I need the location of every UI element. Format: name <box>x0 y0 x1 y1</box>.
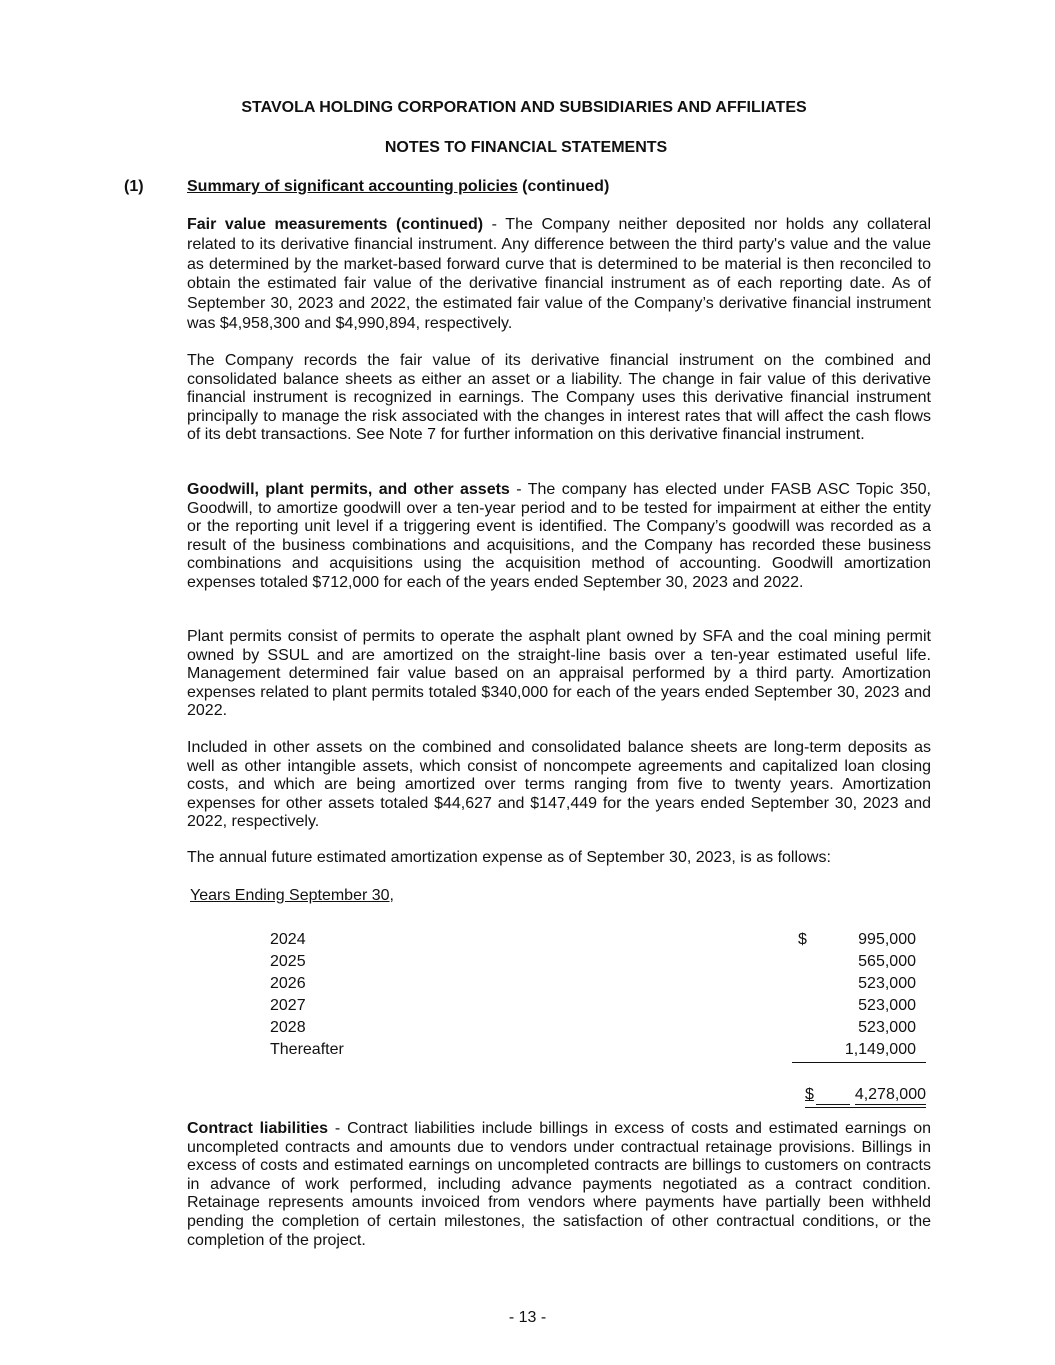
derivative-paragraph: The Company records the fair value of its derivative financial instrument on the combined and consolidated balance sheets as either an asset or a liability. The change in fair value of this derivative financial instrument is recognized in earnings. The Company uses this derivative financial instrument principally to manage the risk associated with the changes in interest rates that will affect the cash flows of its debt transactions. See Note 7 for further information on this derivative financial instrument. <box>187 352 931 444</box>
goodwill-text: - The company has elected under FASB ASC Topic 350, Goodwill, to amortize goodwill over a ten-year period and to be tested for impairment at either the entity or the reporting unit level if a triggering event is identified. The Company’s goodwill was recorded as a result of the business combinations and acquisitions, and the Company has recorded these business combinations and acquisitions using the acquisition method of accounting. Goodwill amortization expenses totaled $712,000 for each of the years ended September 30, 2023 and 2022. <box>187 481 932 591</box>
table-row-year: 2028 <box>270 1019 306 1036</box>
page-title: NOTES TO FINANCIAL STATEMENTS <box>384 139 668 156</box>
goodwill-paragraph <box>187 481 931 593</box>
amortization-table-heading: Years Ending September 30, <box>190 887 394 904</box>
section-heading-suffix: (continued) <box>517 178 610 195</box>
fair-value-text: - The Company neither deposited nor holds any collateral related to its derivative financial instrument. Any difference between the third party's value and the value as determined by the market-based forward curve that is determined to be material is then reconciled to obtain the estimated fair value of the derivative financial instrument as of each reporting date. As of September 30, 2023 and 2022, the estimated fair value of the Company’s derivative financial instrument was $4,958,300 and $4,990,894, respectively. <box>187 216 931 332</box>
table-row <box>270 931 930 953</box>
table-total-row <box>805 1086 926 1108</box>
table-row-year: 2027 <box>270 997 306 1014</box>
table-row-amount: 523,000 <box>858 997 916 1014</box>
section-number: (1) <box>124 178 144 195</box>
annual-future-paragraph: The annual future estimated amortization expense as of September 30, 2023, is as follows: <box>187 849 831 866</box>
fair-value-lead: Fair value measurements (continued) <box>187 216 484 233</box>
page-number: - 13 - <box>508 1309 547 1326</box>
company-name: STAVOLA HOLDING CORPORATION AND SUBSIDIARIES AND AFFILIATES <box>241 99 807 116</box>
table-row <box>270 975 930 997</box>
table-total-amount: 4,278,000 <box>854 1086 926 1103</box>
fair-value-paragraph <box>187 215 931 334</box>
table-row-amount: 523,000 <box>858 1019 916 1036</box>
currency-symbol: $ <box>805 1086 814 1103</box>
goodwill-lead: Goodwill, plant permits, and other assets <box>187 481 510 498</box>
plant-permits-paragraph: Plant permits consist of permits to operate the asphalt plant owned by SFA and the coal mining permit owned by SSUL and are amortized on the straight-line basis over a ten-year estimated useful life. Management determined fair value based on an appraisal performed by a third party. Amortization expenses related to plant permits totaled $340,000 for each of the years ended September 30, 2023 and 2022. <box>187 628 931 720</box>
table-row <box>270 1019 930 1041</box>
contract-liabilities-text: - Contract liabilities include billings in excess of costs and estimated earnings on uncompleted contracts and amounts due to vendors under contractual retainage provisions. Billings in excess of costs and estimated earnings on uncompleted contracts are billings to customers on contracts in advance of work performed, including advance payments negotiated as a contract condition. Retainage represents amounts invoiced from vendors where payments have partially been withheld pending the completion of certain milestones, the satisfaction of other contractual conditions, or the completion of the project. <box>187 1120 932 1249</box>
section-heading-text: Summary of significant accounting policies <box>187 178 518 195</box>
contract-liabilities-lead: Contract liabilities <box>187 1120 329 1137</box>
table-row-year: 2026 <box>270 975 306 992</box>
table-row <box>270 997 930 1019</box>
table-row-year: 2025 <box>270 953 306 970</box>
table-row-amount: 565,000 <box>858 953 916 970</box>
subtotal-rule <box>792 1062 926 1063</box>
table-row-amount: 1,149,000 <box>844 1041 916 1058</box>
total-double-rule <box>805 1107 926 1108</box>
table-row-amount: 995,000 <box>858 931 916 948</box>
currency-symbol: $ <box>798 931 807 948</box>
table-row-year: Thereafter <box>270 1041 344 1058</box>
table-row <box>270 953 930 975</box>
table-row-year: 2024 <box>270 931 306 948</box>
other-assets-paragraph: Included in other assets on the combined and consolidated balance sheets are long-term deposits as well as other intangible assets, which consist of noncompete agreements and capitalized loan closing costs, and which are being amortized over terms ranging from five to twenty years. Amortization expenses for other assets totaled $44,627 and $147,449 for the years ended September 30, 2023 and 2022, respectively. <box>187 739 931 831</box>
table-row <box>270 1041 930 1063</box>
table-row-amount: 523,000 <box>858 975 916 992</box>
total-underline-gap <box>816 1086 850 1105</box>
contract-liabilities-paragraph <box>187 1120 931 1250</box>
section-heading <box>187 178 609 196</box>
